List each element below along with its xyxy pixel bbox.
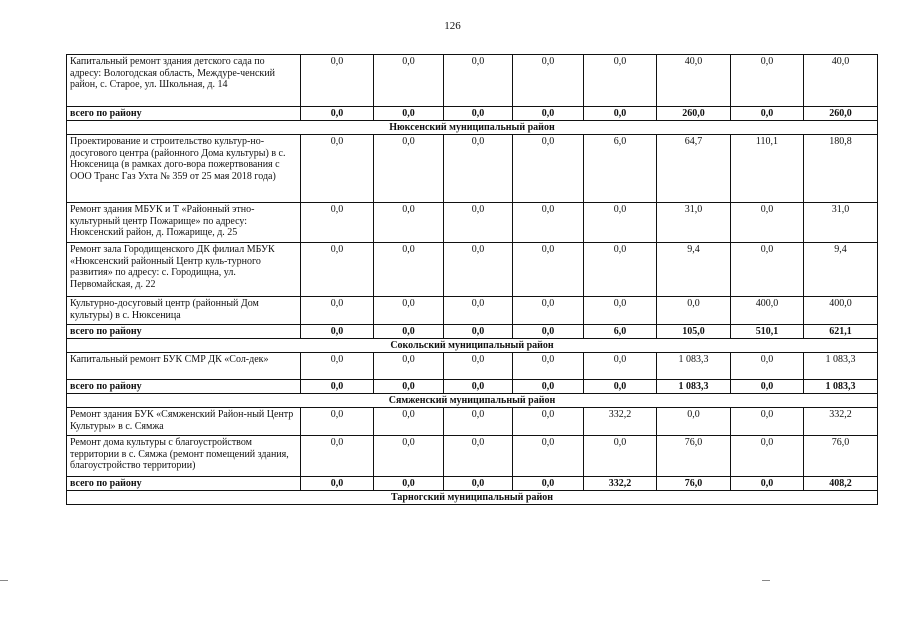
table-row [67,55,878,107]
value-cell: 76,0 [657,477,731,491]
value-cell: 0,0 [513,380,584,394]
value-cell: 0,0 [584,107,657,121]
total-label: всего по району [67,325,301,339]
value-cell: 0,0 [301,135,374,203]
value-cell: 0,0 [513,135,584,203]
value-cell: 260,0 [657,107,731,121]
value-cell: 9,4 [804,243,878,297]
value-cell: 1 083,3 [657,353,731,380]
value-cell: 0,0 [374,325,444,339]
value-cell: 400,0 [804,297,878,325]
value-cell: 0,0 [731,353,804,380]
value-cell: 0,0 [731,477,804,491]
value-cell: 0,0 [444,353,513,380]
value-cell: 621,1 [804,325,878,339]
region-name: Сокольский муниципальный район [67,339,878,353]
value-cell: 0,0 [374,353,444,380]
value-cell: 0,0 [444,380,513,394]
object-name: Капитальный ремонт БУК СМР ДК «Сол-дек» [67,353,301,380]
value-cell: 0,0 [444,135,513,203]
page-number: 126 [444,20,461,32]
object-name: Культурно-досуговый центр (районный Дом культуры) в с. Нюксеница [67,297,301,325]
table-row [67,408,878,436]
value-cell: 0,0 [301,380,374,394]
total-row [67,107,878,121]
value-cell: 0,0 [374,243,444,297]
value-cell: 0,0 [513,55,584,107]
total-row [67,325,878,339]
value-cell: 0,0 [731,408,804,436]
value-cell: 0,0 [513,325,584,339]
object-name: Ремонт здания БУК «Сямженский Район-ный Центр Культуры» в с. Сямжа [67,408,301,436]
value-cell: 0,0 [584,243,657,297]
value-cell: 0,0 [513,243,584,297]
value-cell: 0,0 [374,297,444,325]
value-cell: 0,0 [731,243,804,297]
value-cell: 400,0 [731,297,804,325]
total-label: всего по району [67,380,301,394]
value-cell: 0,0 [513,477,584,491]
table-row [67,297,878,325]
value-cell: 0,0 [513,297,584,325]
total-row [67,380,878,394]
value-cell: 64,7 [657,135,731,203]
value-cell: 0,0 [444,55,513,107]
region-name: Тарногский муниципальный район [67,491,878,505]
value-cell: 0,0 [444,297,513,325]
value-cell: 0,0 [731,436,804,477]
value-cell: 0,0 [301,408,374,436]
object-name: Проектирование и строительство культур-но-досугового центра (районного Дома культуры) в с. Нюксеница (в рамках дого-вора пожертвования с ООО Транс Газ Ухта № 359 от 25 мая 2018 года) [67,135,301,203]
value-cell: 0,0 [301,477,374,491]
value-cell: 0,0 [584,380,657,394]
value-cell: 0,0 [374,408,444,436]
value-cell: 0,0 [444,408,513,436]
region-name: Нюксенский муниципальный район [67,121,878,135]
object-name: Ремонт здания МБУК и Т «Районный этно-культурный центр Пожарище» по адресу: Нюксенский район, д. Пожарище, д. 25 [67,203,301,243]
table-row [67,353,878,380]
value-cell: 0,0 [374,477,444,491]
table-row [67,243,878,297]
value-cell: 0,0 [301,243,374,297]
value-cell: 0,0 [301,325,374,339]
region-name: Сямженский муниципальный район [67,394,878,408]
value-cell: 0,0 [657,408,731,436]
value-cell: 31,0 [657,203,731,243]
value-cell: 0,0 [584,297,657,325]
region-header-row [67,121,878,135]
value-cell: 1 083,3 [804,380,878,394]
value-cell: 0,0 [444,477,513,491]
value-cell: 0,0 [301,297,374,325]
value-cell: 105,0 [657,325,731,339]
value-cell: 1 083,3 [657,380,731,394]
value-cell: 76,0 [657,436,731,477]
scan-edge-mark-left [0,580,8,581]
total-label: всего по району [67,107,301,121]
value-cell: 0,0 [444,325,513,339]
value-cell: 0,0 [444,243,513,297]
value-cell: 0,0 [444,203,513,243]
value-cell: 9,4 [657,243,731,297]
table-row [67,436,878,477]
value-cell: 0,0 [444,107,513,121]
value-cell: 0,0 [657,297,731,325]
object-name: Капитальный ремонт здания детского сада по адресу: Вологодская область, Междуре-ченский район, с. Старое, ул. Школьная, д. 14 [67,55,301,107]
value-cell: 0,0 [374,380,444,394]
value-cell: 0,0 [374,436,444,477]
value-cell: 0,0 [584,436,657,477]
value-cell: 0,0 [301,55,374,107]
value-cell: 76,0 [804,436,878,477]
value-cell: 0,0 [301,203,374,243]
object-name: Ремонт зала Городищенского ДК филиал МБУК «Нюксенский районный Центр куль-турного развития» по адресу: с. Городищна, ул. Первомайская, д. 22 [67,243,301,297]
value-cell: 0,0 [374,55,444,107]
value-cell: 0,0 [731,55,804,107]
value-cell: 0,0 [374,135,444,203]
value-cell: 6,0 [584,135,657,203]
value-cell: 0,0 [584,55,657,107]
value-cell: 180,8 [804,135,878,203]
value-cell: 0,0 [513,203,584,243]
value-cell: 0,0 [301,107,374,121]
value-cell: 0,0 [513,436,584,477]
table-body [67,55,878,505]
value-cell: 0,0 [301,353,374,380]
value-cell: 332,2 [804,408,878,436]
value-cell: 0,0 [731,107,804,121]
value-cell: 110,1 [731,135,804,203]
value-cell: 40,0 [657,55,731,107]
value-cell: 332,2 [584,408,657,436]
value-cell: 0,0 [513,408,584,436]
value-cell: 31,0 [804,203,878,243]
value-cell: 0,0 [731,380,804,394]
table-row [67,135,878,203]
budget-table [66,54,878,505]
value-cell: 0,0 [513,353,584,380]
value-cell: 260,0 [804,107,878,121]
value-cell: 510,1 [731,325,804,339]
value-cell: 0,0 [301,436,374,477]
value-cell: 40,0 [804,55,878,107]
value-cell: 0,0 [374,107,444,121]
value-cell: 0,0 [731,203,804,243]
value-cell: 0,0 [584,203,657,243]
value-cell: 408,2 [804,477,878,491]
value-cell: 1 083,3 [804,353,878,380]
total-row [67,477,878,491]
table-row [67,203,878,243]
value-cell: 0,0 [374,203,444,243]
region-header-row [67,394,878,408]
value-cell: 332,2 [584,477,657,491]
region-header-row [67,491,878,505]
value-cell: 0,0 [444,436,513,477]
value-cell: 0,0 [584,353,657,380]
value-cell: 6,0 [584,325,657,339]
scan-edge-mark-right [762,580,770,581]
object-name: Ремонт дома культуры с благоустройством территории в с. Сямжа (ремонт помещений здания, благоустройство территории) [67,436,301,477]
region-header-row [67,339,878,353]
value-cell: 0,0 [513,107,584,121]
total-label: всего по району [67,477,301,491]
